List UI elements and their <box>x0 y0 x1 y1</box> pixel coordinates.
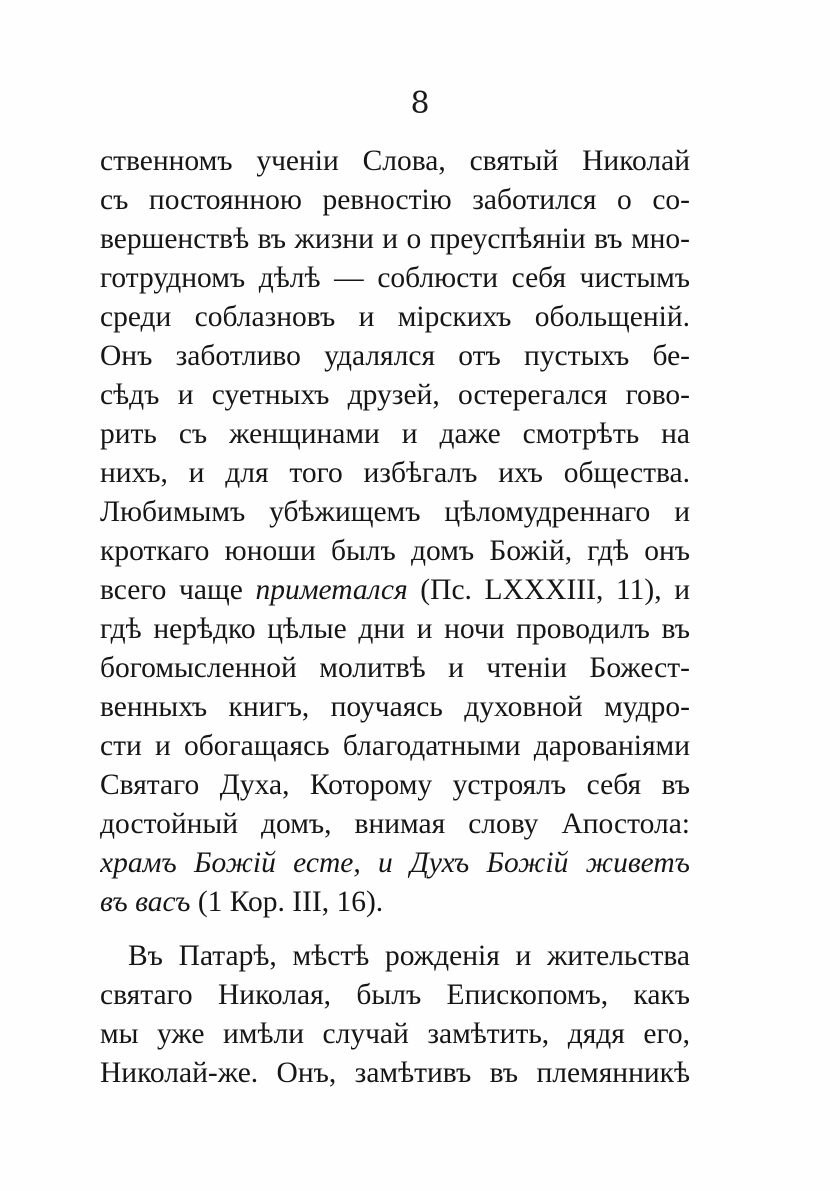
text-line <box>100 883 690 922</box>
text-line: достойный домъ, внимая слову Апостола: <box>100 808 690 840</box>
text-line: венныхъ книгъ, поучаясь духовной мудро- <box>100 691 690 723</box>
body-text <box>100 142 690 1093</box>
text-line: святаго Николая, былъ Епископомъ, какъ <box>100 979 690 1011</box>
text-line: Николай-же. Онъ, замѣтивъ въ племянникѣ <box>100 1057 690 1089</box>
paragraph-gap <box>100 922 690 937</box>
text-line: ственномъ ученіи Слова, святый Николай <box>100 145 690 177</box>
text-line: Въ Патарѣ, мѣстѣ рожденія и жительства <box>128 940 690 972</box>
text-line: гдѣ нерѣдко цѣлые дни и ночи проводилъ въ <box>100 613 690 645</box>
paragraph-1 <box>100 142 690 922</box>
text-line: нихъ, и для того избѣгалъ ихъ общества. <box>100 457 690 489</box>
text-line: среди соблазновъ и мірскихъ обольщеній. <box>100 301 690 333</box>
text-line: сѣдъ и суетныхъ друзей, остерегался гово- <box>100 379 690 411</box>
text-line: Святаго Духа, Которому устроялъ себя въ <box>100 769 690 801</box>
text-line: Онъ заботливо удалялся отъ пустыхъ бе- <box>100 340 690 372</box>
scripture-reference: (Пс. LXXXIII, 11), и <box>407 574 690 606</box>
paragraph-2 <box>100 937 690 1093</box>
text-line: Любимымъ убѣжищемъ цѣломудреннаго и <box>100 496 690 528</box>
text-line: сти и обогащаясь благодатными дарованіями <box>100 730 690 762</box>
text-segment: всего чаще <box>100 574 256 606</box>
scripture-quote: въ васъ <box>100 886 191 918</box>
text-line <box>100 571 690 610</box>
text-line: богомысленной молитвѣ и чтеніи Божест- <box>100 652 690 684</box>
text-line: кроткаго юноши былъ домъ Божій, гдѣ онъ <box>100 535 690 567</box>
text-line: готрудномъ дѣлѣ — соблюсти себя чистымъ <box>100 262 690 294</box>
text-line: съ постоянною ревностію заботился о со- <box>100 184 690 216</box>
page-number: 8 <box>410 86 430 121</box>
scripture-reference: (1 Кор. III, 16). <box>190 886 384 918</box>
text-line: рить съ женщинами и даже смотрѣть на <box>100 418 690 450</box>
scripture-quote: храмъ Божій есте, и Духъ Божій живетъ <box>100 847 690 879</box>
scripture-quote: приметался <box>255 574 408 606</box>
text-line: вершенствѣ въ жизни и о преуспѣяніи въ мно- <box>100 223 690 255</box>
text-line: мы уже имѣли случай замѣтить, дядя его, <box>100 1018 690 1050</box>
